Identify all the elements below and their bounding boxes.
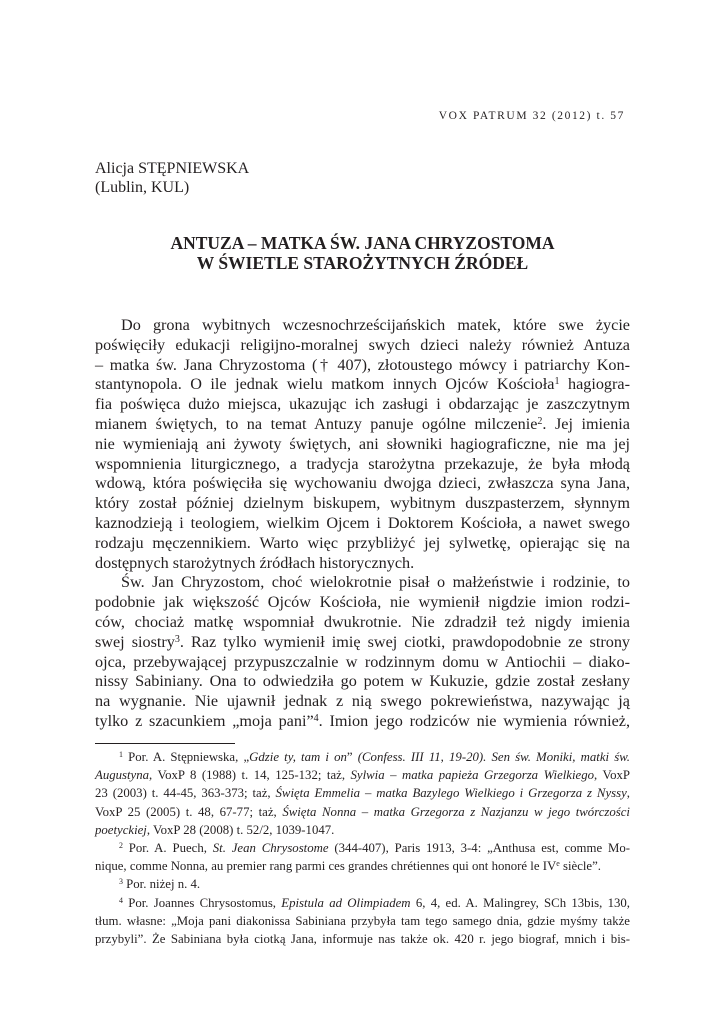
body-line: ojca, przebywającej przypuszczalnie w rodzinnym domu w Antiochii – diako- bbox=[95, 652, 630, 671]
body-line: nissy Sabiniany. Ona to odwiedziła go potem w Kukuzie, gdzie został zesłany bbox=[95, 672, 630, 691]
footnotes bbox=[95, 748, 630, 948]
body-line: który został później dzielnym biskupem, wybitnym duszpasterzem, słynnym bbox=[95, 494, 630, 513]
body-line bbox=[95, 415, 630, 435]
body-line: Św. Jan Chryzostom, choć wielokrotnie pisał o małżeństwie i rodzinie, to bbox=[121, 573, 630, 592]
footnote-italic: St. Jean Chrysostome bbox=[212, 840, 329, 855]
footnote-line bbox=[95, 748, 630, 766]
footnote-italic: Gdzie ty, tam i on bbox=[249, 750, 347, 764]
footnote-italic: Epistula ad Olimpiadem bbox=[281, 895, 411, 910]
body-line: kaznodzieją i teologiem, wielkim Ojcem i Doktorem Kościoła, a nawet swego bbox=[95, 513, 630, 532]
footnote-text: , bbox=[626, 786, 630, 801]
footnote-separator bbox=[95, 743, 235, 744]
footnote-text: 6, 4, ed. A. Malingrey, SCh 13bis, 130, bbox=[410, 895, 630, 910]
footnote-number: 4 bbox=[119, 895, 123, 905]
footnote-number: 1 bbox=[119, 750, 123, 760]
title-line-2: W ŚWIETLE STAROŻYTNYCH ŹRÓDEŁ bbox=[196, 253, 529, 273]
body-line: dostępnych starożytnych źródłach historycznych. bbox=[95, 553, 415, 572]
body-segment: hagiogra- bbox=[559, 375, 630, 394]
author-name: Alicja STĘPNIEWSKA bbox=[95, 160, 250, 177]
body-line: – matka św. Jana Chryzostoma († 407), złotoustego mówcy i patriarchy Kon- bbox=[95, 355, 630, 374]
footnote-line: tłum. własne: „Moja pani diakonissa Sabiniana przybyła tam tego samego dnia, gdzie myśmy także bbox=[95, 913, 630, 928]
body-line: ców, chociaż matkę wspomniał dwukrotnie. Nie zdradził też nigdy imienia bbox=[95, 612, 630, 631]
footnote-superscript: e bbox=[556, 859, 560, 869]
body-line: rodzaju męczennikiem. Warto więc przybliżyć jej sylwetkę, opierając się na bbox=[95, 533, 630, 552]
footnote-text: siècle”. bbox=[559, 859, 601, 874]
footnote-text: nique, comme Nonna, au premier rang parmi ces grandes chrétiennes qui ont honoré le IV bbox=[95, 859, 557, 874]
footnote-ref-3[interactable]: 3 bbox=[174, 633, 180, 645]
footnote-text: Por. Joannes Chrysostomus, bbox=[122, 895, 282, 910]
footnote-italic: Święta Emmelia – matka Bazylego Wielkiego i Grzegorza z Nyssy bbox=[275, 786, 627, 801]
footnote-ref-2[interactable]: 2 bbox=[537, 415, 543, 427]
body-line: Do grona wybitnych wczesnochrześcijańskich matek, które swe życie bbox=[121, 316, 630, 334]
body-segment: . Raz tylko wymienił imię swej ciotki, prawdopodobnie ze strony bbox=[179, 632, 631, 651]
footnote-italic: (Confess. III 11, 19-20). Sen św. Moniki, matki św. bbox=[357, 750, 630, 764]
body-segment: mianem świętych, to na temat Antuzy panuje ogólne milczenie bbox=[95, 414, 538, 433]
body-segment: tylko z szacunkiem „moja pani” bbox=[95, 711, 314, 730]
body-segment: . Imion jego rodziców nie wymienia również, bbox=[318, 711, 630, 730]
footnote-line bbox=[95, 821, 630, 839]
body-line: fia poświęca dużo miejsca, ukazując ich zasługi i obdarzając je zaszczytnym bbox=[95, 395, 630, 414]
footnote-ref-1[interactable]: 1 bbox=[554, 376, 560, 388]
footnote-text: ” bbox=[346, 750, 358, 764]
footnote-text: (344-407), Paris 1913, 3-4: „Anthusa est, comme Mo- bbox=[328, 840, 630, 855]
body-line: poświęciły edukacji religijno-moralnej swych dzieci należy również Antuza bbox=[95, 335, 630, 354]
footnote-italic: Augustyna bbox=[95, 768, 150, 783]
footnote-line bbox=[95, 766, 630, 784]
footnote-number: 2 bbox=[119, 840, 123, 850]
footnote-text: Por. A. Stępniewska, „ bbox=[122, 750, 250, 764]
footnote-line: przybyli”. Że Sabiniana była ciotką Jana, informuje nas także ok. 420 r. jego biograf, mnich i bis- bbox=[95, 931, 630, 946]
body-line bbox=[95, 712, 630, 732]
footnote-text: Por. niżej n. 4. bbox=[122, 877, 201, 892]
footnote-line bbox=[95, 839, 630, 857]
body-line: na wygnanie. Nie ujawnił jednak z nią swego pokrewieństwa, nazywając ją bbox=[95, 692, 630, 711]
footnote-line bbox=[95, 784, 630, 802]
footnote-text: Por. A. Puech, bbox=[122, 840, 213, 855]
body-segment: stantynopola. O ile jednak wielu matkom innych Ojców Kościoła bbox=[95, 375, 555, 394]
footnote-italic: Święta Nonna – matka Grzegorza z Nazjanzu w jego twórczości bbox=[282, 804, 630, 819]
author-affiliation: (Lublin, KUL) bbox=[95, 179, 190, 196]
body-text bbox=[95, 316, 630, 732]
body-line: nie wymieniają ani żywoty świętych, ani słowniki hagiograficzne, nie ma jej bbox=[95, 434, 630, 453]
footnote-text: , VoxP 28 (2008) t. 52/2, 1039-1047. bbox=[146, 822, 335, 837]
footnote-text: , VoxP 8 (1988) t. 14, 125-132; taż, bbox=[149, 768, 351, 783]
body-line: podobnie jak większość Ojców Kościoła, nie wymienił nigdzie imion rodzi- bbox=[95, 593, 630, 612]
footnote-line bbox=[95, 894, 630, 912]
body-segment: . Jej imienia bbox=[542, 414, 630, 433]
footnote-ref-4[interactable]: 4 bbox=[313, 712, 319, 724]
footnote-text: VoxP 25 (2005) t. 48, 67-77; taż, bbox=[95, 804, 283, 819]
footnote-number: 3 bbox=[119, 877, 123, 887]
body-segment: swej siostry bbox=[95, 632, 175, 651]
article-title bbox=[95, 233, 630, 273]
running-head: VOX PATRUM 32 (2012) t. 57 bbox=[438, 110, 625, 122]
body-line: wdową, która poświęciła się wychowaniu dwojga dzieci, zwłaszcza syna Jana, bbox=[95, 474, 630, 493]
footnote-line bbox=[95, 857, 630, 875]
body-line: wspomnienia liturgicznego, a tradycja starożytna przekazuje, że była młodą bbox=[95, 454, 630, 473]
footnote-line bbox=[95, 803, 630, 821]
footnote-italic: poetyckiej bbox=[95, 822, 147, 837]
body-line bbox=[95, 375, 630, 395]
footnote-text: 23 (2003) t. 44-45, 363-373; taż, bbox=[95, 786, 276, 801]
footnote-line bbox=[95, 875, 630, 893]
body-line bbox=[95, 633, 630, 653]
title-line-1: ANTUZA – MATKA ŚW. JANA CHRYZOSTOMA bbox=[170, 233, 555, 253]
footnote-text: , VoxP bbox=[594, 768, 630, 783]
footnote-italic: Sylwia – matka papieża Grzegorza Wielkiego bbox=[350, 768, 595, 783]
